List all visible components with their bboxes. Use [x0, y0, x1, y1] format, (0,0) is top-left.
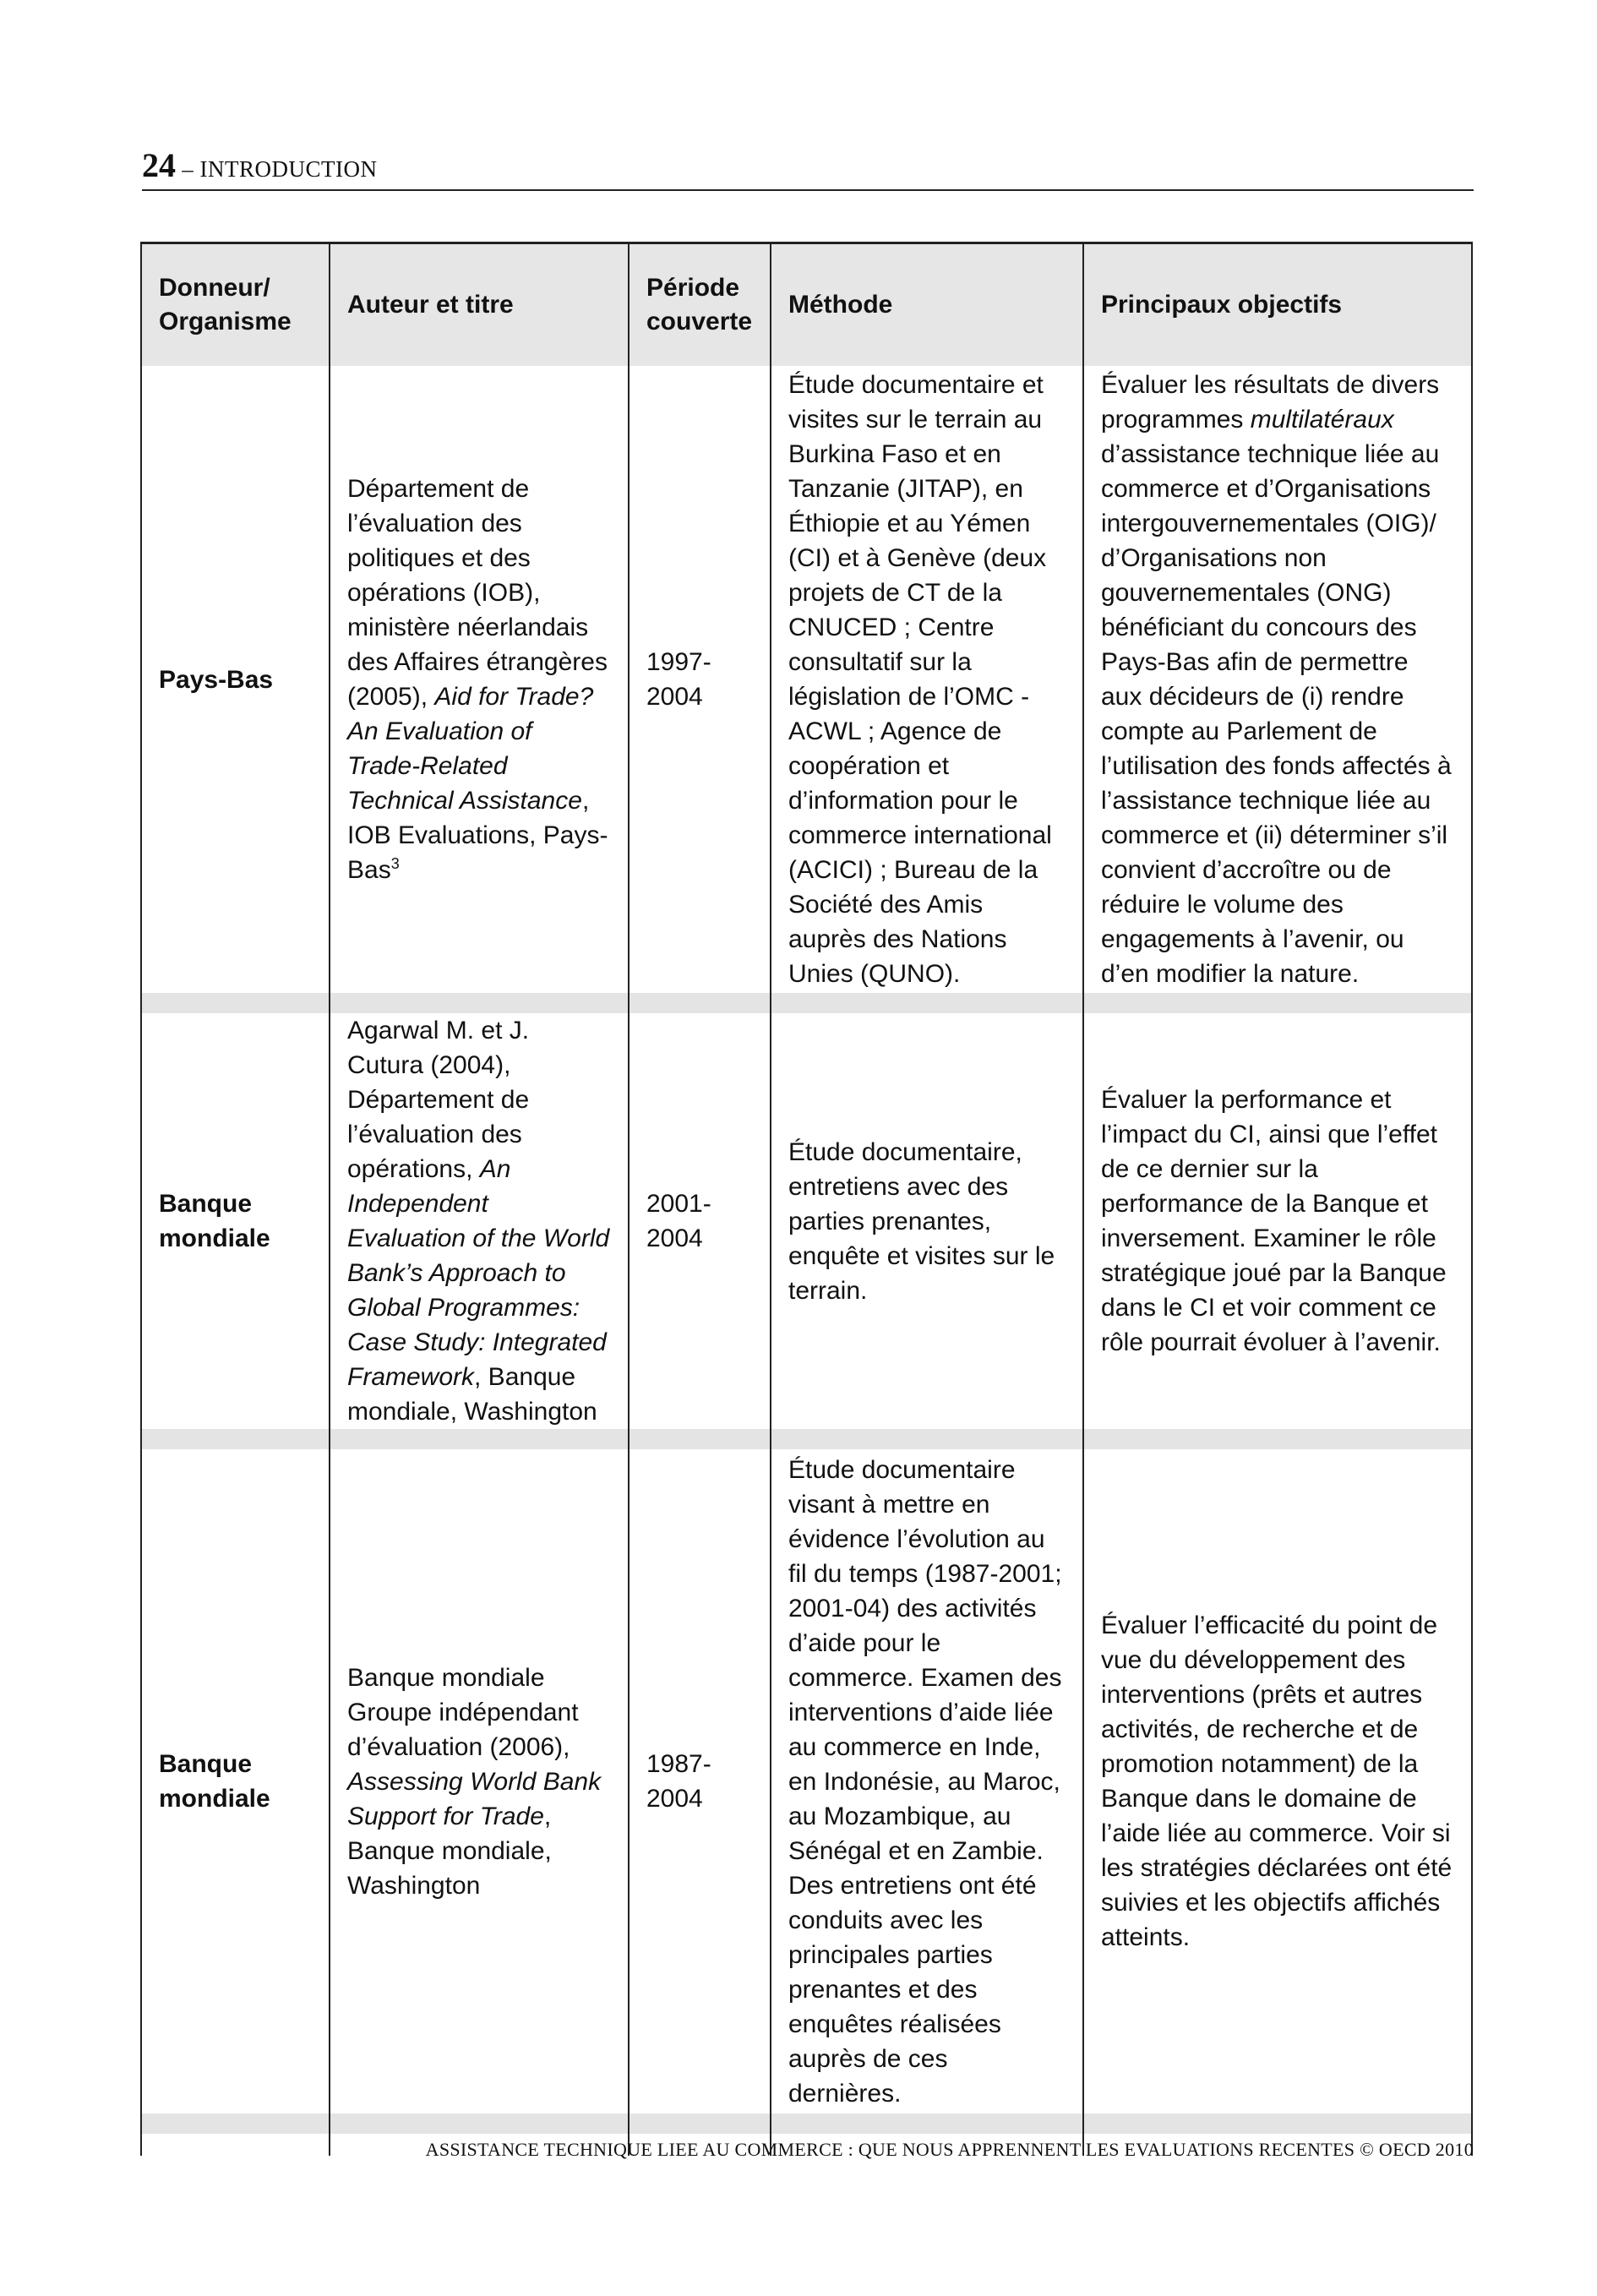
- objectives-text: Évaluer les résultats de divers programmes: [1101, 371, 1440, 434]
- page-footer: ASSISTANCE TECHNIQUE LIEE AU COMMERCE : QUE NOUS APPRENNENT LES EVALUATIONS RECENTES © OECD 2010: [425, 2139, 1474, 2160]
- method-cell: Étude documentaire visant à mettre en évidence l’évolution au fil du temps (1987-2001; 2001-04) des activités d’aide pour le commerce. Examen des interventions d’aide liée au commerce en Inde, en Indonésie, au Maroc, au Mozambique, au Sénégal et en Zambie. Des entretiens ont été conduits avec les principales parties prenantes et des enquêtes réalisées auprès de ces dernières.: [771, 1449, 1083, 2113]
- author-text: Agarwal M. et J. Cutura (2004), Département de l’évaluation des opérations,: [347, 1017, 530, 1183]
- author-cell: [330, 1013, 629, 1429]
- objectives-text-end: d’assistance technique liée au commerce et d’Organisations intergouvernementales (OIG)/ d’Organisations non gouvernementales (ONG) bénéficiant du concours des Pays-Bas afin de permettre aux décideurs de (i) rendre compte au Parlement de l’utilisation des fonds affectés à l’assistance technique liée au commerce et (ii) déterminer s’il convient d’accroître ou de réduire le volume des engagements à l’avenir, ou d’en modifier la nature.: [1101, 440, 1452, 988]
- donor-cell: Pays-Bas: [141, 366, 330, 993]
- col-header-period: Période couverte: [629, 243, 771, 367]
- col-header-author: Auteur et titre: [330, 243, 629, 367]
- running-header: [142, 145, 377, 185]
- author-text-end: , Banque mondiale, Washington: [347, 1802, 552, 1900]
- table-row: [141, 1013, 1472, 1429]
- period-cell: 1987-2004: [629, 1449, 771, 2113]
- author-text: Banque mondiale Groupe indépendant d’évaluation (2006),: [347, 1663, 579, 1761]
- objectives-cell: Évaluer l’efficacité du point de vue du développement des interventions (prêts et autres activités, de recherche et de promotion notamment) de la Banque dans le domaine de l’aide liée au commerce. Voir si les stratégies déclarées ont été suivies et les objectifs affichés atteints.: [1083, 1449, 1472, 2113]
- col-header-donor: Donneur/ Organisme: [141, 243, 330, 367]
- footnote-ref: 3: [390, 855, 400, 872]
- page-number: 24: [142, 146, 176, 184]
- table-header-row: [141, 243, 1472, 367]
- objectives-emphasis: multilatéraux: [1250, 406, 1394, 434]
- col-header-method: Méthode: [771, 243, 1083, 367]
- evaluations-table: [140, 242, 1473, 2156]
- objectives-cell: [1083, 366, 1472, 993]
- header-rule: [142, 189, 1474, 191]
- table-row: [141, 1449, 1472, 2113]
- row-separator: [141, 2113, 1472, 2134]
- method-cell: Étude documentaire, entretiens avec des parties prenantes, enquête et visites sur le terrain.: [771, 1013, 1083, 1429]
- author-text-end: , IOB Evaluations, Pays-Bas: [347, 787, 608, 884]
- row-separator: [141, 1429, 1472, 1449]
- author-text-end: , Banque mondiale, Washington: [347, 1363, 597, 1426]
- author-title: An Independent Evaluation of the World Bank’s Approach to Global Programmes: Case Study: Integrated Framework: [347, 1155, 610, 1391]
- period-cell: 1997-2004: [629, 366, 771, 993]
- period-cell: 2001-2004: [629, 1013, 771, 1429]
- section-title: – INTRODUCTION: [176, 156, 378, 182]
- method-cell: Étude documentaire et visites sur le terrain au Burkina Faso et en Tanzanie (JITAP), en Éthiopie et au Yémen (CI) et à Genève (deux projets de CT de la CNUCED ; Centre consultatif sur la législation de l’OMC - ACWL ; Agence de coopération et d’information pour le commerce international (ACICI) ; Bureau de la Société des Amis auprès des Nations Unies (QUNO).: [771, 366, 1083, 993]
- author-cell: [330, 366, 629, 993]
- table-row: [141, 366, 1472, 993]
- donor-cell: Banque mondiale: [141, 1449, 330, 2113]
- objectives-cell: Évaluer la performance et l’impact du CI, ainsi que l’effet de ce dernier sur la performance de la Banque et inversement. Examiner le rôle stratégique joué par la Banque dans le CI et voir comment ce rôle pourrait évoluer à l’avenir.: [1083, 1013, 1472, 1429]
- author-text: Département de l’évaluation des politiques et des opérations (IOB), ministère néerlandais des Affaires étrangères (2005),: [347, 475, 608, 711]
- author-title: Assessing World Bank Support for Trade: [347, 1767, 602, 1830]
- donor-cell: Banque mondiale: [141, 1013, 330, 1429]
- row-separator: [141, 993, 1472, 1013]
- author-cell: [330, 1449, 629, 2113]
- author-title: Aid for Trade? An Evaluation of Trade-Related Technical Assistance: [347, 683, 594, 815]
- col-header-objectives: Principaux objectifs: [1083, 243, 1472, 367]
